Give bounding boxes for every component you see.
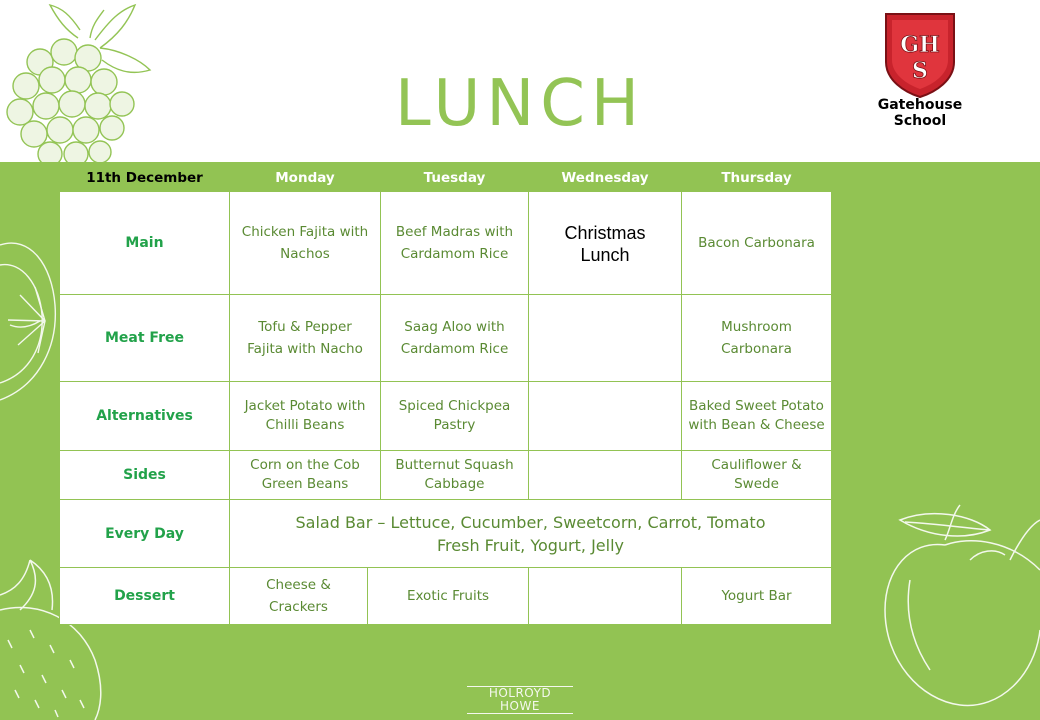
dish-line: Corn on the Cob [250, 457, 360, 473]
menu-row-every-day [60, 500, 832, 568]
menu-cell-wednesday-sides [529, 451, 682, 500]
dish-line: Cardamom Rice [400, 341, 509, 357]
menu-cell-wednesday-dessert [529, 568, 682, 625]
everyday-line: Salad Bar – Lettuce, Cucumber, Sweetcorn, Carrot, Tomato [295, 512, 766, 532]
dish-line: with Bean & Cheese [688, 417, 825, 433]
dish-line: Mushroom [721, 319, 792, 335]
caterer-logo [467, 682, 573, 718]
row-label-sides: Sides [60, 451, 230, 500]
svg-text:S: S [912, 58, 928, 84]
menu-cell-thursday-sides [682, 451, 832, 500]
dish-line: Nachos [280, 246, 330, 262]
dish-line: Chicken Fajita with [241, 224, 369, 240]
menu-cell-tuesday-main [381, 192, 529, 295]
dish-line: Swede [734, 476, 779, 492]
apple-illustration [870, 500, 1040, 720]
row-label-alternatives: Alternatives [60, 382, 230, 451]
row-label-meat-free: Meat Free [60, 295, 230, 382]
menu-cell-wednesday-meat-free [529, 295, 682, 382]
dish-line: Cardamom Rice [400, 246, 509, 262]
menu-cell-tuesday-alternatives [381, 382, 529, 451]
menu-row-main [60, 192, 832, 295]
menu-cell-thursday-meat-free [682, 295, 832, 382]
dish-line: Exotic Fruits [406, 588, 490, 604]
day-header-thursday: Thursday [721, 170, 792, 186]
menu-table [59, 165, 832, 625]
dish-line: Cabbage [424, 476, 485, 492]
day-header-monday: Monday [275, 170, 335, 186]
menu-row-dessert [60, 568, 832, 625]
dish-line: Carbonara [721, 341, 792, 357]
menu-cell-tuesday-dessert [368, 568, 529, 625]
page-title: LUNCH [395, 66, 645, 141]
menu-cell-thursday-dessert [682, 568, 832, 625]
row-label-main: Main [60, 192, 230, 295]
caterer-name: HOLROYD HOWE [467, 686, 573, 714]
menu-cell-monday-sides [230, 451, 381, 500]
menu-cell-thursday-main [682, 192, 832, 295]
menu-cell-wednesday-main [529, 192, 682, 295]
everyday-line: Fresh Fruit, Yogurt, Jelly [437, 535, 624, 555]
dish-line: Pastry [433, 417, 476, 433]
row-label-every-day: Every Day [60, 500, 230, 568]
dish-line: Green Beans [261, 476, 349, 492]
menu-cell-tuesday-sides [381, 451, 529, 500]
dish-line: Cauliflower & [711, 457, 802, 473]
dish-line: Baked Sweet Potato [689, 398, 824, 414]
tomato-illustration [0, 225, 60, 410]
dish-line: Bacon Carbonara [698, 235, 815, 251]
menu-cell-monday-alternatives [230, 382, 381, 451]
dish-line: Lunch [580, 245, 630, 265]
menu-cell-monday-dessert [230, 568, 368, 625]
menu-date: 11th December [86, 170, 203, 186]
menu-cell-thursday-alternatives [682, 382, 832, 451]
school-name: Gatehouse School [877, 97, 963, 129]
menu-cell-monday-meat-free [230, 295, 381, 382]
dish-line: Fajita with Nacho [247, 341, 363, 357]
dish-line: Chilli Beans [265, 417, 345, 433]
menu-cell-monday-main [230, 192, 381, 295]
dish-line: Spiced Chickpea [398, 398, 511, 414]
row-label-dessert: Dessert [60, 568, 230, 625]
dish-line: Tofu & Pepper [258, 319, 352, 335]
menu-cell-every-day [230, 500, 832, 568]
menu-cell-wednesday-alternatives [529, 382, 682, 451]
dish-line: Saag Aloo with [404, 319, 505, 335]
menu-row-alternatives [60, 382, 832, 451]
dish-line: Cheese & Crackers [266, 577, 331, 615]
dish-line: Butternut Squash [395, 457, 514, 473]
dish-line: Beef Madras with [395, 224, 514, 240]
school-crest-icon [884, 12, 956, 98]
menu-header-row [60, 165, 832, 192]
day-header-tuesday: Tuesday [423, 170, 486, 186]
day-header-wednesday: Wednesday [561, 170, 649, 186]
menu-row-sides [60, 451, 832, 500]
dish-line: Jacket Potato with [244, 398, 366, 414]
menu-row-meat-free [60, 295, 832, 382]
dish-line: Christmas [564, 223, 646, 243]
dish-line: Yogurt Bar [721, 588, 792, 604]
menu-cell-tuesday-meat-free [381, 295, 529, 382]
svg-text:GH: GH [900, 32, 940, 58]
